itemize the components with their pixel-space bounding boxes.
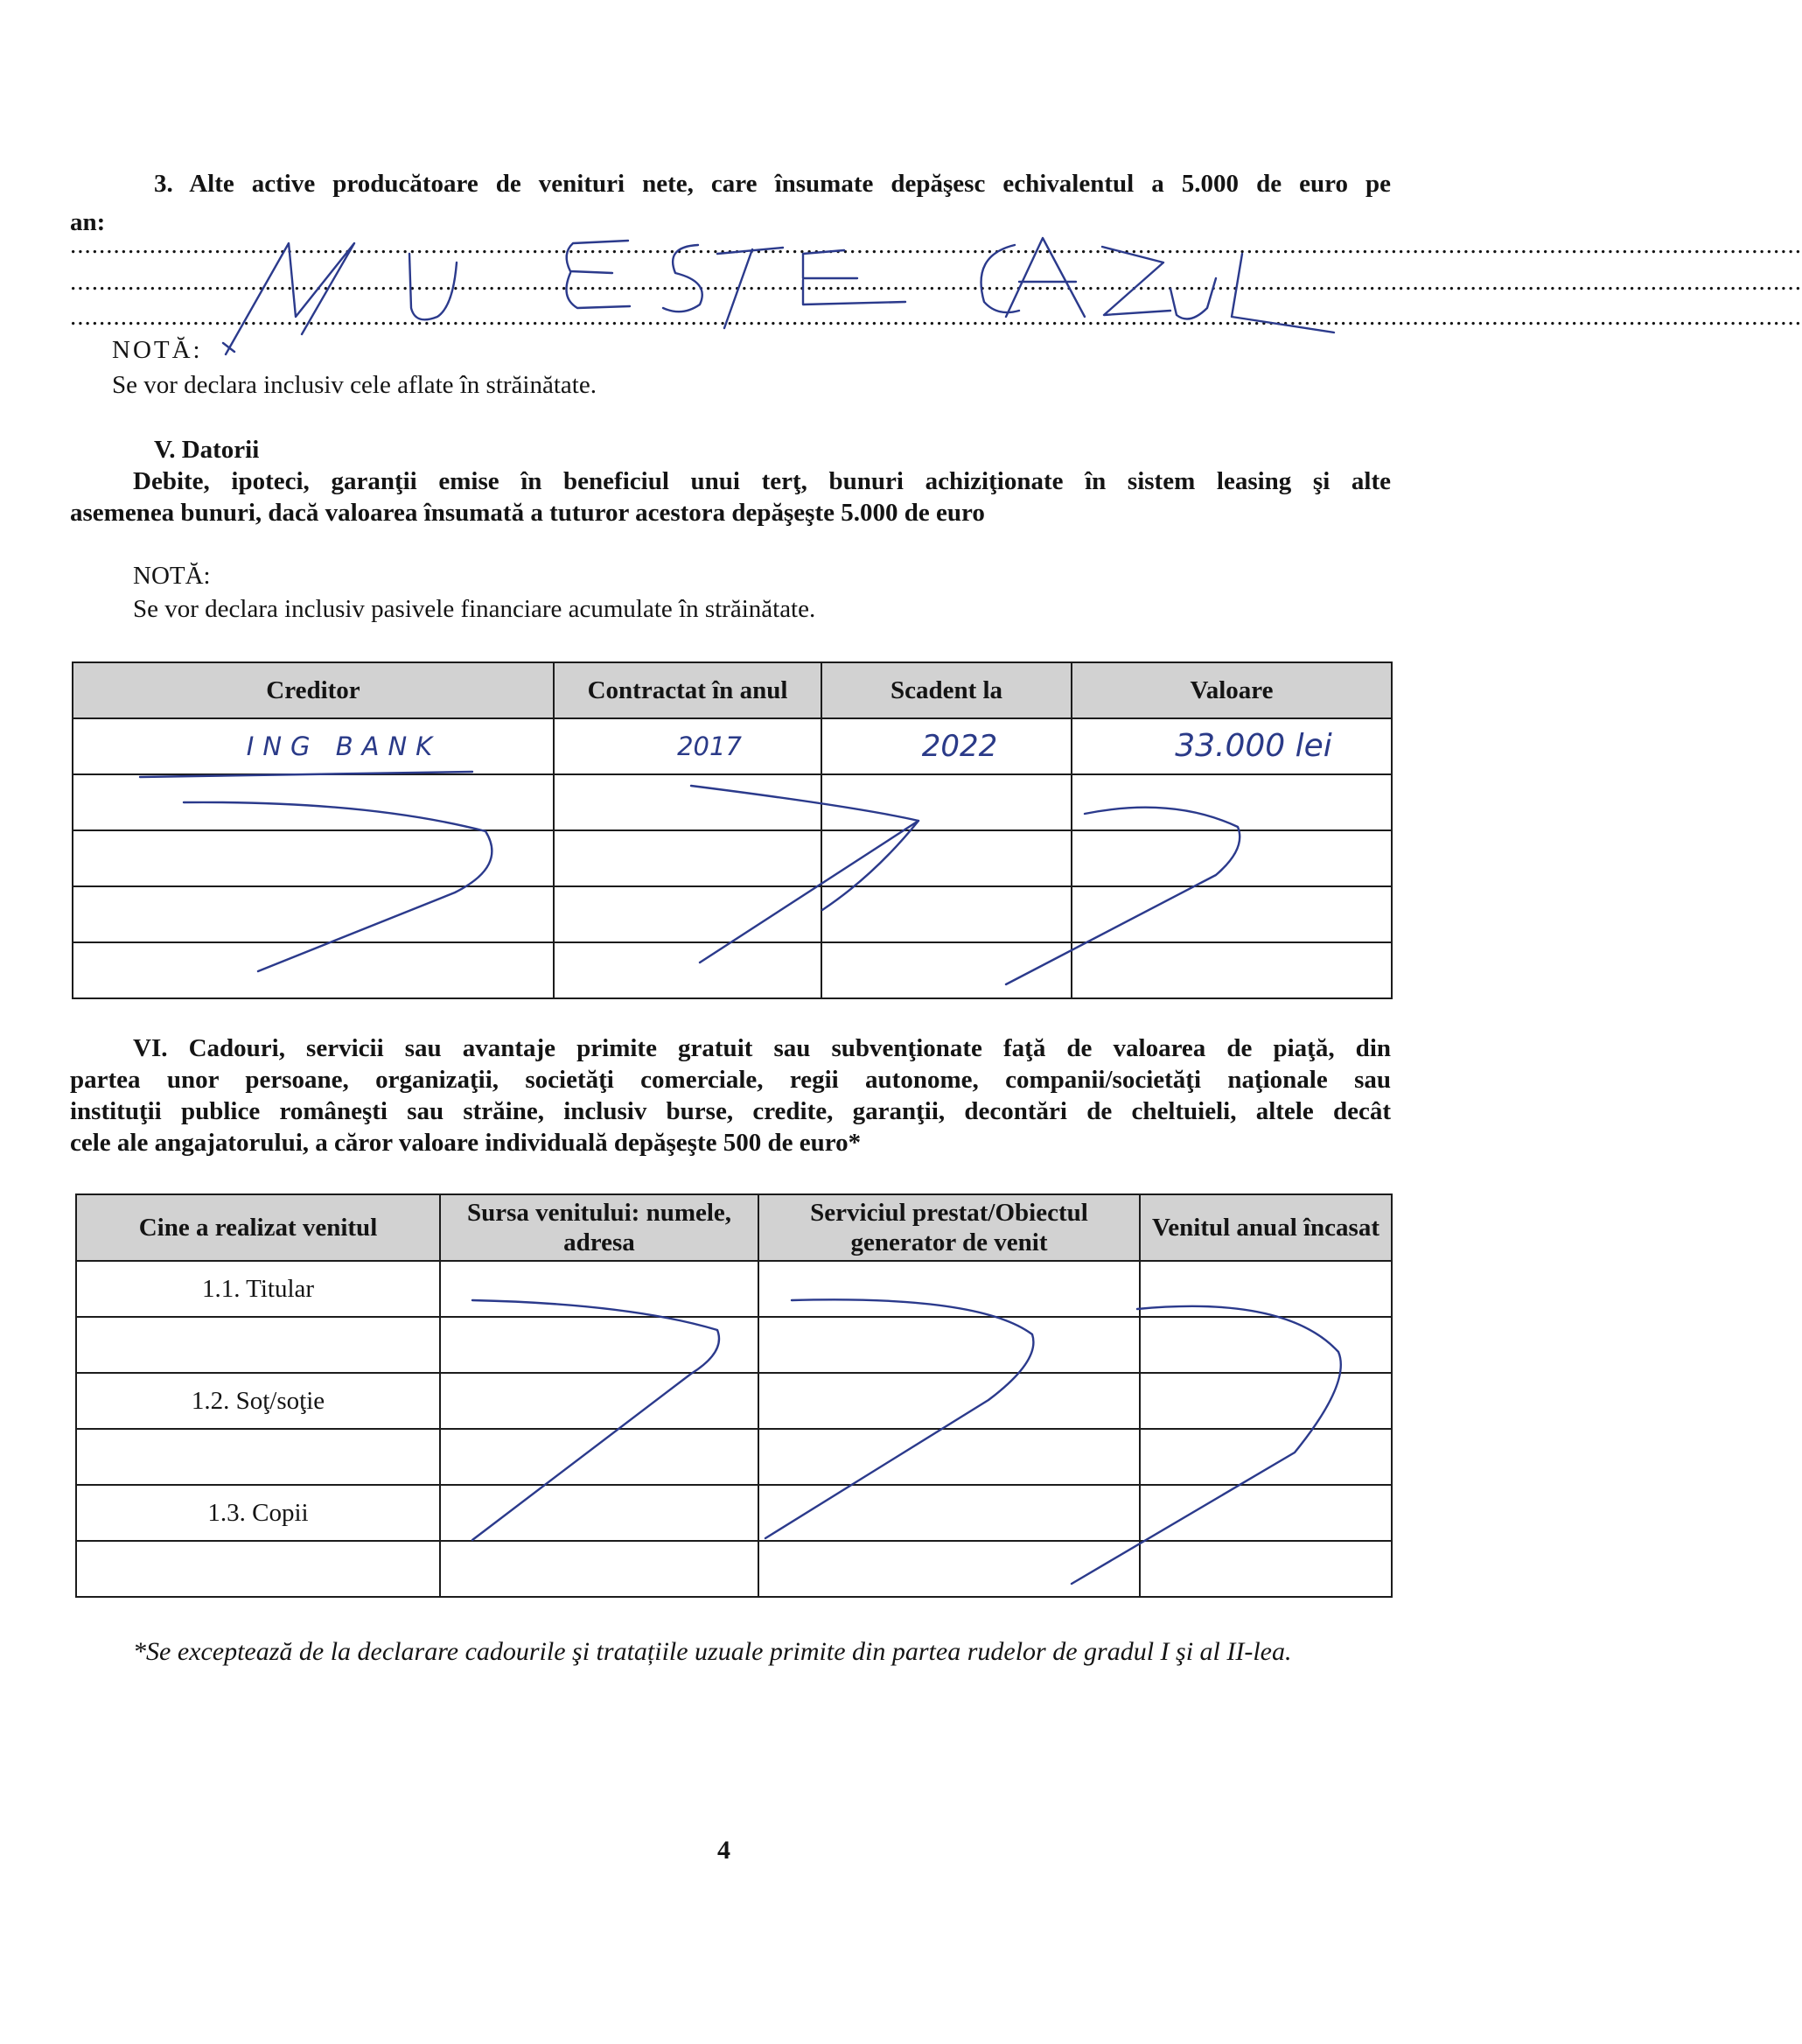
dotted-line: ................................................................................................................................................................................................................................................: [70, 268, 1802, 296]
table-row: [73, 886, 1392, 942]
table-cell: [440, 1541, 758, 1597]
table-cell: [1140, 1317, 1392, 1373]
section-vi-line4: cele ale angajatorului, a căror valoare individuală depăşeşte 500 de euro*: [70, 1129, 862, 1157]
debts-table: [72, 662, 1393, 999]
table-cell: [440, 1261, 758, 1317]
table-cell: [758, 1373, 1140, 1429]
table-header-row: [73, 662, 1392, 718]
note-text: Se vor declara inclusiv pasivele financiare acumulate în străinătate.: [133, 595, 816, 623]
table-cell: [73, 774, 554, 830]
table-cell: [821, 942, 1072, 998]
table-cell: [1072, 942, 1392, 998]
value-cell: 33.000 lei: [1072, 718, 1392, 774]
table-cell: [758, 1429, 1140, 1485]
table-cell: [440, 1429, 758, 1485]
table-row: [76, 1485, 1392, 1541]
section-vi-line1: VI. Cadouri, servicii sau avantaje primite gratuit sau subvenţionate faţă de valoarea de piaţă, din: [133, 1034, 1391, 1062]
table-row: [76, 1373, 1392, 1429]
section-iv-3-heading: 3. Alte active producătoare de venituri nete, care însumate depăşesc echivalentul a 5.000 de euro pe: [154, 170, 1391, 198]
table-cell: [440, 1485, 758, 1541]
table-cell: [554, 774, 821, 830]
section-iv-3-heading-end: an:: [70, 208, 106, 236]
note-text: Se vor declara inclusiv cele aflate în străinătate.: [112, 371, 597, 399]
gifts-table: [75, 1194, 1393, 1598]
table-cell: [1072, 774, 1392, 830]
table-row: [73, 718, 1392, 774]
due-date-cell: 2022: [821, 718, 1072, 774]
table-row: [73, 830, 1392, 886]
section-vi-line3: instituţii publice româneşti sau străine, inclusiv burse, credite, garanţii, decontări de cheltuieli, altele decât: [70, 1097, 1391, 1125]
table-cell: [758, 1541, 1140, 1597]
column-header-creditor: Creditor: [73, 662, 554, 718]
table-cell: [73, 886, 554, 942]
table-header-row: [76, 1194, 1392, 1261]
section-v-description-line1: Debite, ipoteci, garanţii emise în beneficiul unui terţ, bunuri achiziţionate în sistem leasing şi alte: [133, 467, 1391, 495]
table-cell: [1140, 1541, 1392, 1597]
column-header-value: Valoare: [1072, 662, 1392, 718]
contracted-year-cell: 2017: [554, 718, 821, 774]
table-row: [76, 1429, 1392, 1485]
table-cell: [1072, 886, 1392, 942]
row-label-titular: 1.1. Titular: [76, 1261, 440, 1317]
footnote: *Se exceptează de la declarare cadourile şi tratațiile uzuale primite din partea rudelor de gradul I şi al II-lea.: [133, 1637, 1292, 1666]
table-cell: [440, 1373, 758, 1429]
table-cell: [758, 1317, 1140, 1373]
column-header-beneficiary: Cine a realizat venitul: [76, 1194, 440, 1261]
table-cell: [1140, 1373, 1392, 1429]
dotted-line: ................................................................................................................................................................................................................................................: [70, 303, 1802, 331]
table-row: [76, 1541, 1392, 1597]
note-label: NOTĂ:: [112, 336, 203, 364]
table-row: [73, 942, 1392, 998]
section-vi-line2: partea unor persoane, organizaţii, societăţi comerciale, regii autonome, companii/societăţi naţionale sau: [70, 1066, 1391, 1094]
table-row: [76, 1261, 1392, 1317]
dotted-line: ................................................................................................................................................................................................................................................: [70, 231, 1802, 259]
table-cell: [1140, 1429, 1392, 1485]
section-v-title: V. Datorii: [154, 436, 260, 464]
table-cell: [440, 1317, 758, 1373]
table-cell: [76, 1541, 440, 1597]
table-cell: [1072, 830, 1392, 886]
table-cell: [1140, 1261, 1392, 1317]
table-cell: [73, 830, 554, 886]
table-cell: [821, 886, 1072, 942]
row-label-children: 1.3. Copii: [76, 1485, 440, 1541]
column-header-annual-income: Venitul anual încasat: [1140, 1194, 1392, 1261]
column-header-service: Serviciul prestat/Obiectul generator de venit: [758, 1194, 1140, 1261]
section-v-description-line2: asemenea bunuri, dacă valoarea însumată a tuturor acestora depăşeşte 5.000 de euro: [70, 499, 985, 527]
table-cell: [554, 942, 821, 998]
table-cell: [758, 1485, 1140, 1541]
table-cell: [1140, 1485, 1392, 1541]
table-row: [73, 774, 1392, 830]
creditor-cell: ING BANK: [73, 718, 554, 774]
column-header-income-source: Sursa venitului: numele, adresa: [440, 1194, 758, 1261]
table-cell: [758, 1261, 1140, 1317]
table-cell: [73, 942, 554, 998]
table-cell: [821, 774, 1072, 830]
row-label-spouse: 1.2. Soţ/soţie: [76, 1373, 440, 1429]
table-cell: [76, 1317, 440, 1373]
table-cell: [821, 830, 1072, 886]
table-row: [76, 1317, 1392, 1373]
column-header-contracted-year: Contractat în anul: [554, 662, 821, 718]
table-cell: [554, 830, 821, 886]
dash-under-nota: [223, 343, 234, 352]
table-cell: [554, 886, 821, 942]
note-label: NOTĂ:: [133, 562, 211, 590]
page-number: 4: [717, 1836, 730, 1865]
column-header-due-date: Scadent la: [821, 662, 1072, 718]
table-cell: [76, 1429, 440, 1485]
